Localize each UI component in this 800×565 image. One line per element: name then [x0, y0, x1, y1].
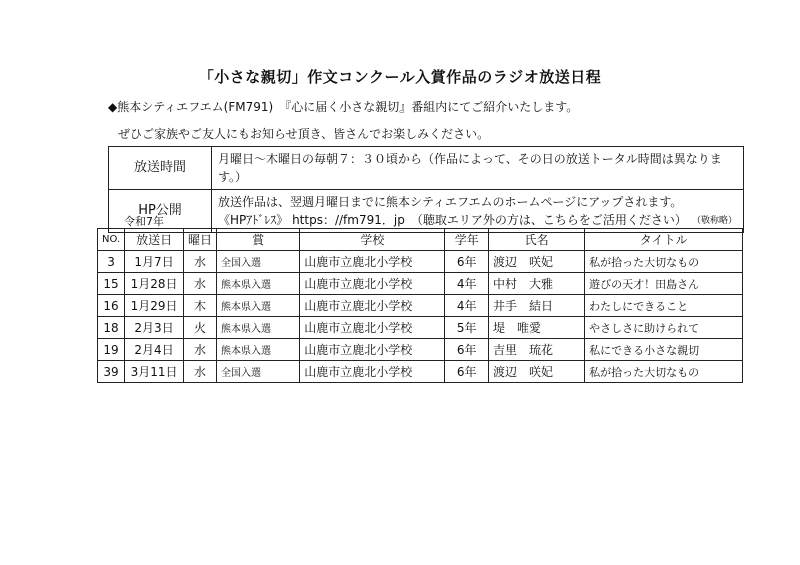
info-table — [108, 146, 744, 233]
hp-text-line-1: 放送作品は、翌週月曜日までに熊本シティエフエムのホームページにアップされます。 — [218, 195, 683, 209]
cell-no: 39 — [98, 361, 125, 383]
table-row — [98, 251, 743, 273]
cell-grade: 6年 — [445, 251, 489, 273]
cell-title: 私にできる小さな親切 — [585, 339, 743, 361]
header-award: 賞 — [217, 229, 300, 251]
cell-date: 1月28日 — [125, 273, 184, 295]
cell-name: 渡辺 咲妃 — [489, 251, 585, 273]
cell-day: 水 — [184, 339, 217, 361]
table-row — [98, 273, 743, 295]
cell-no: 15 — [98, 273, 125, 295]
cell-grade: 5年 — [445, 317, 489, 339]
cell-name: 吉里 琉花 — [489, 339, 585, 361]
cell-no: 16 — [98, 295, 125, 317]
honorific-note: （敬称略） — [692, 216, 738, 226]
cell-day: 木 — [184, 295, 217, 317]
schedule-table — [97, 228, 743, 383]
table-row — [98, 361, 743, 383]
intro-line-1: ◆熊本シティエフエム(FM791) 『心に届く小さな親切』番組内にてご紹介いたします。 — [108, 100, 579, 114]
cell-name: 渡辺 咲妃 — [489, 361, 585, 383]
cell-day: 火 — [184, 317, 217, 339]
broadcast-time-row — [109, 147, 744, 190]
hp-row — [109, 190, 744, 233]
cell-title: やさしさに助けられて — [585, 317, 743, 339]
cell-school: 山鹿市立鹿北小学校 — [300, 251, 445, 273]
cell-date: 2月4日 — [125, 339, 184, 361]
cell-date: 3月11日 — [125, 361, 184, 383]
schedule-header-row — [98, 229, 743, 251]
header-school: 学校 — [300, 229, 445, 251]
cell-award: 全国入選 — [217, 361, 300, 383]
cell-award: 熊本県入選 — [217, 317, 300, 339]
cell-name: 井手 結日 — [489, 295, 585, 317]
broadcast-time-text: 月曜日～木曜日の毎朝７：３０頃から（作品によって、その日の放送トータル時間は異なります。） — [212, 147, 744, 190]
header-no: NO. — [98, 229, 125, 251]
cell-grade: 4年 — [445, 295, 489, 317]
cell-date: 1月7日 — [125, 251, 184, 273]
page-title: 「小さな親切」作文コンクール入賞作品のラジオ放送日程 — [198, 68, 602, 86]
cell-award: 熊本県入選 — [217, 295, 300, 317]
cell-no: 18 — [98, 317, 125, 339]
hp-text-line-2: 《HPｱﾄﾞﾚｽ》 https：//fm791．jp （聴取エリア外の方は、こちらをご活用ください） — [218, 213, 687, 227]
cell-school: 山鹿市立鹿北小学校 — [300, 339, 445, 361]
cell-day: 水 — [184, 251, 217, 273]
cell-school: 山鹿市立鹿北小学校 — [300, 361, 445, 383]
cell-grade: 6年 — [445, 361, 489, 383]
cell-award: 全国入選 — [217, 251, 300, 273]
era-label: 令和7年 — [124, 215, 164, 228]
hp-label: HP公開 — [109, 190, 212, 233]
cell-day: 水 — [184, 361, 217, 383]
intro-line-2: ぜひご家族やご友人にもお知らせ頂き、皆さんでお楽しみください。 — [118, 127, 490, 141]
cell-title: 私が拾った大切なもの — [585, 251, 743, 273]
header-day: 曜日 — [184, 229, 217, 251]
cell-title: 私が拾った大切なもの — [585, 361, 743, 383]
table-row — [98, 295, 743, 317]
header-title: タイトル — [585, 229, 743, 251]
cell-title: わたしにできること — [585, 295, 743, 317]
broadcast-time-label: 放送時間 — [109, 147, 212, 190]
cell-school: 山鹿市立鹿北小学校 — [300, 273, 445, 295]
cell-date: 2月3日 — [125, 317, 184, 339]
hp-text — [212, 190, 744, 233]
table-row — [98, 339, 743, 361]
cell-school: 山鹿市立鹿北小学校 — [300, 295, 445, 317]
cell-date: 1月29日 — [125, 295, 184, 317]
cell-title: 遊びの天才！田島さん — [585, 273, 743, 295]
cell-award: 熊本県入選 — [217, 339, 300, 361]
header-grade: 学年 — [445, 229, 489, 251]
cell-day: 水 — [184, 273, 217, 295]
cell-no: 3 — [98, 251, 125, 273]
header-name: 氏名 — [489, 229, 585, 251]
cell-name: 中村 大雅 — [489, 273, 585, 295]
cell-grade: 6年 — [445, 339, 489, 361]
cell-name: 堤 唯愛 — [489, 317, 585, 339]
cell-school: 山鹿市立鹿北小学校 — [300, 317, 445, 339]
header-date: 放送日 — [125, 229, 184, 251]
table-row — [98, 317, 743, 339]
cell-award: 熊本県入選 — [217, 273, 300, 295]
cell-grade: 4年 — [445, 273, 489, 295]
cell-no: 19 — [98, 339, 125, 361]
